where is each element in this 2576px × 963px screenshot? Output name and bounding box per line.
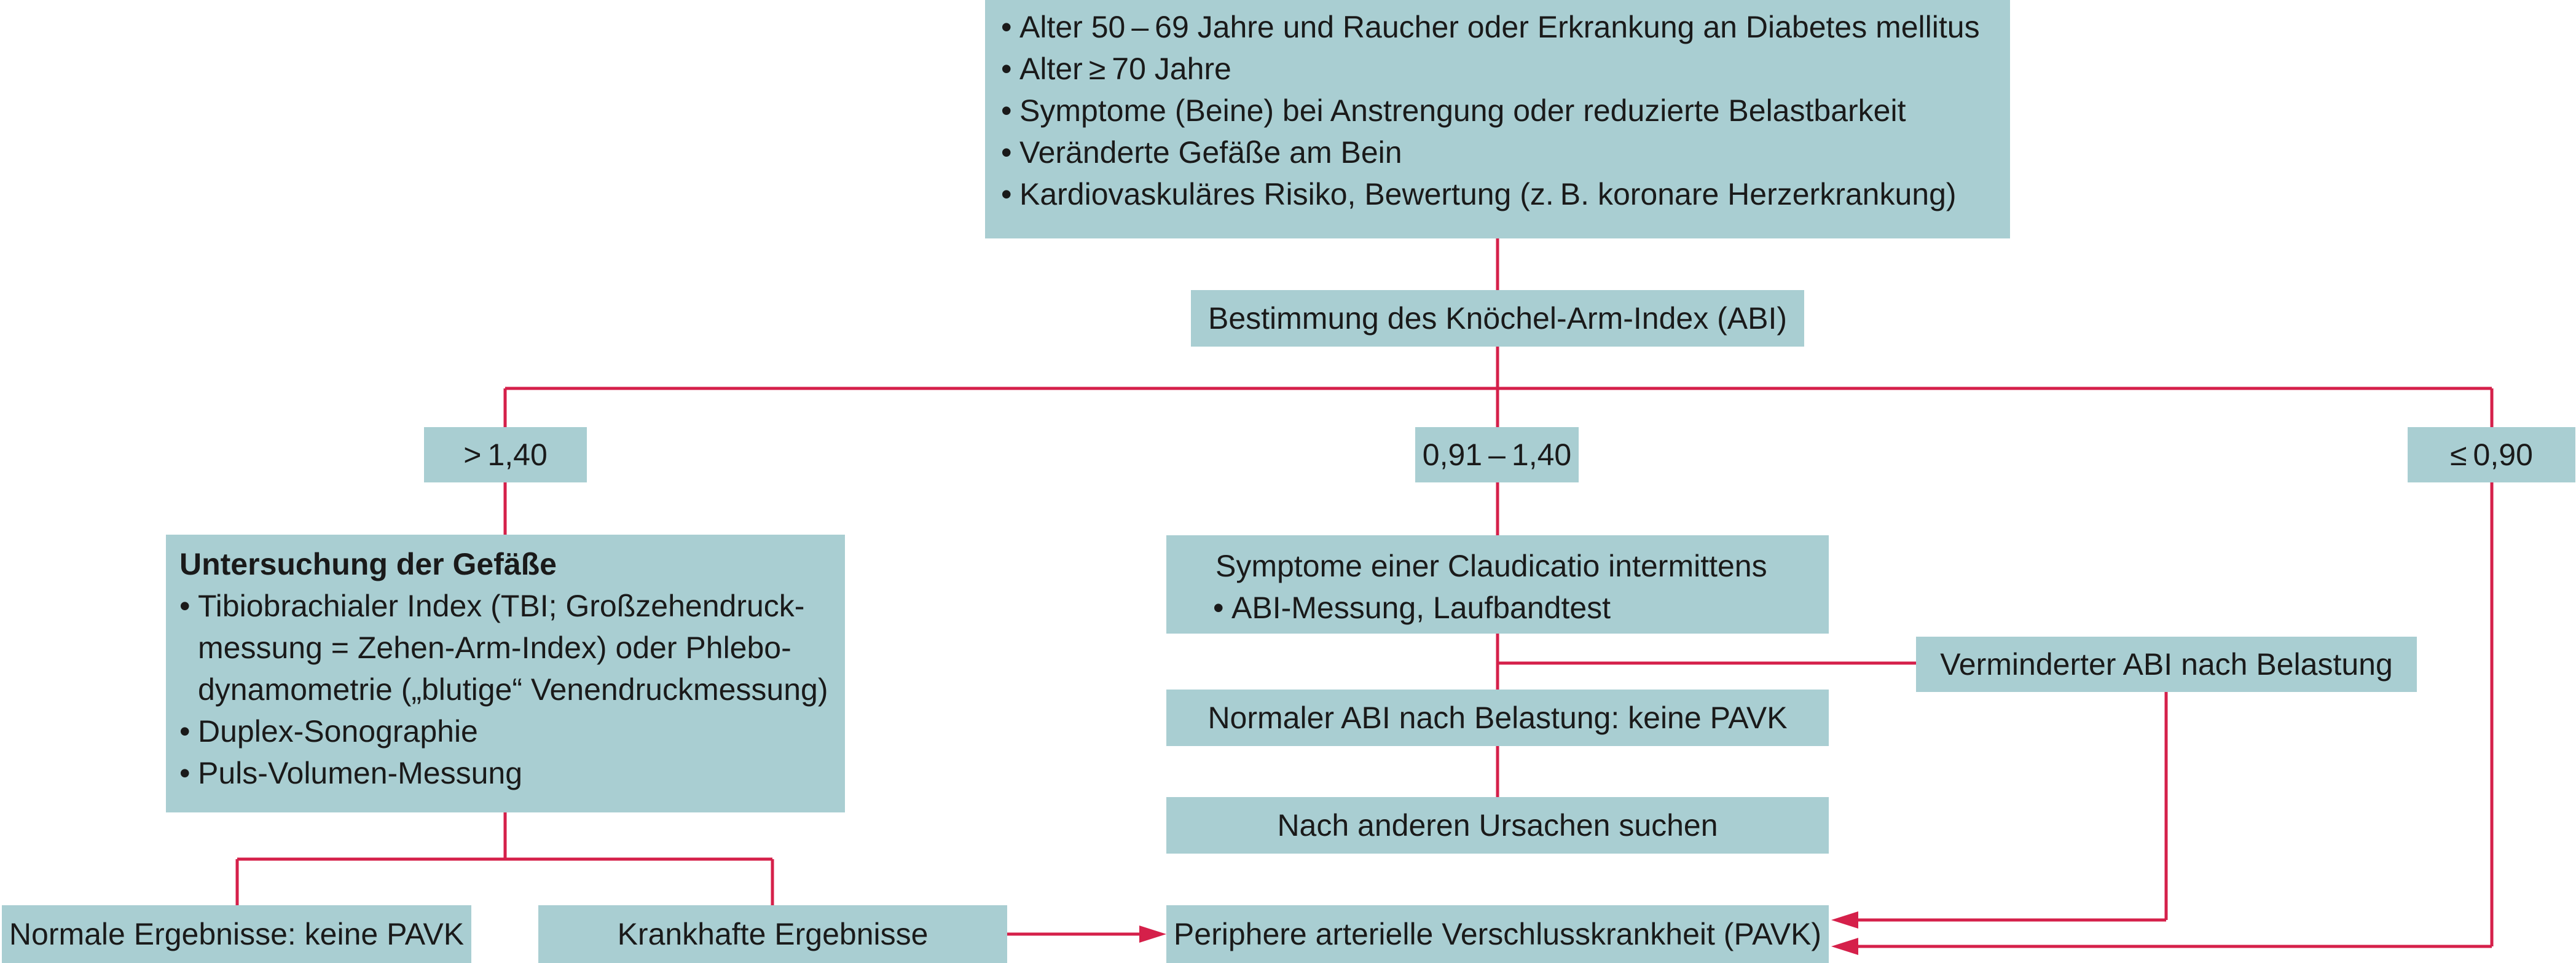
criteria-item: • Alter ≥ 70 Jahre — [1001, 48, 1994, 90]
vessel-exam-item: • Duplex-Sonographie — [179, 710, 829, 752]
normal-abi-box: Normaler ABI nach Belastung: keine PAVK — [1166, 690, 1829, 746]
vessel-exam-box — [166, 535, 845, 812]
pavk-box: Periphere arterielle Verschlusskrankheit (PAVK) — [1166, 905, 1829, 963]
arrowhead-icon — [1831, 938, 1858, 955]
claudication-box — [1166, 535, 1829, 634]
other-causes-box: Nach anderen Ursachen suchen — [1166, 797, 1829, 854]
range-low-box: ≤ 0,90 — [2408, 427, 2575, 482]
arrowhead-icon — [1831, 911, 1858, 929]
arrowhead-icon — [1139, 926, 1166, 943]
abi-measurement-box: Bestimmung des Knöchel-Arm-Index (ABI) — [1191, 290, 1804, 347]
vessel-exam-item: • Puls-Volumen-Messung — [179, 752, 829, 794]
vessel-exam-title: Untersuchung der Gefäße — [179, 547, 557, 581]
criteria-item: • Alter 50 – 69 Jahre und Raucher oder Erkrankung an Diabetes mellitus — [1001, 6, 1994, 48]
range-normal-box: 0,91 – 1,40 — [1415, 427, 1579, 482]
criteria-list — [1001, 6, 1994, 215]
claudication-item: • ABI-Messung, Laufbandtest — [1213, 587, 1829, 629]
criteria-item: • Symptome (Beine) bei Anstrengung oder reduzierte Belastbarkeit — [1001, 90, 1994, 132]
reduced-abi-box: Verminderter ABI nach Belastung — [1916, 637, 2417, 692]
vessel-exam-list — [179, 585, 829, 794]
range-high-box: > 1,40 — [424, 427, 587, 482]
vessel-exam-item: • Tibiobrachialer Index (TBI; Großzehendruck- messung = Zehen-Arm-Index) oder Phlebo- dynamometrie („blutige“ Venendruckmessung) — [179, 585, 829, 710]
claudication-title: Symptome einer Claudicatio intermittens — [1215, 549, 1767, 583]
criteria-item: • Veränderte Gefäße am Bein — [1001, 132, 1994, 173]
criteria-box — [985, 0, 2010, 238]
normal-results-box: Normale Ergebnisse: keine PAVK — [2, 905, 471, 963]
pathologic-results-box: Krankhafte Ergebnisse — [538, 905, 1007, 963]
criteria-item: • Kardiovaskuläres Risiko, Bewertung (z. B. koronare Herzerkrankung) — [1001, 173, 1994, 215]
